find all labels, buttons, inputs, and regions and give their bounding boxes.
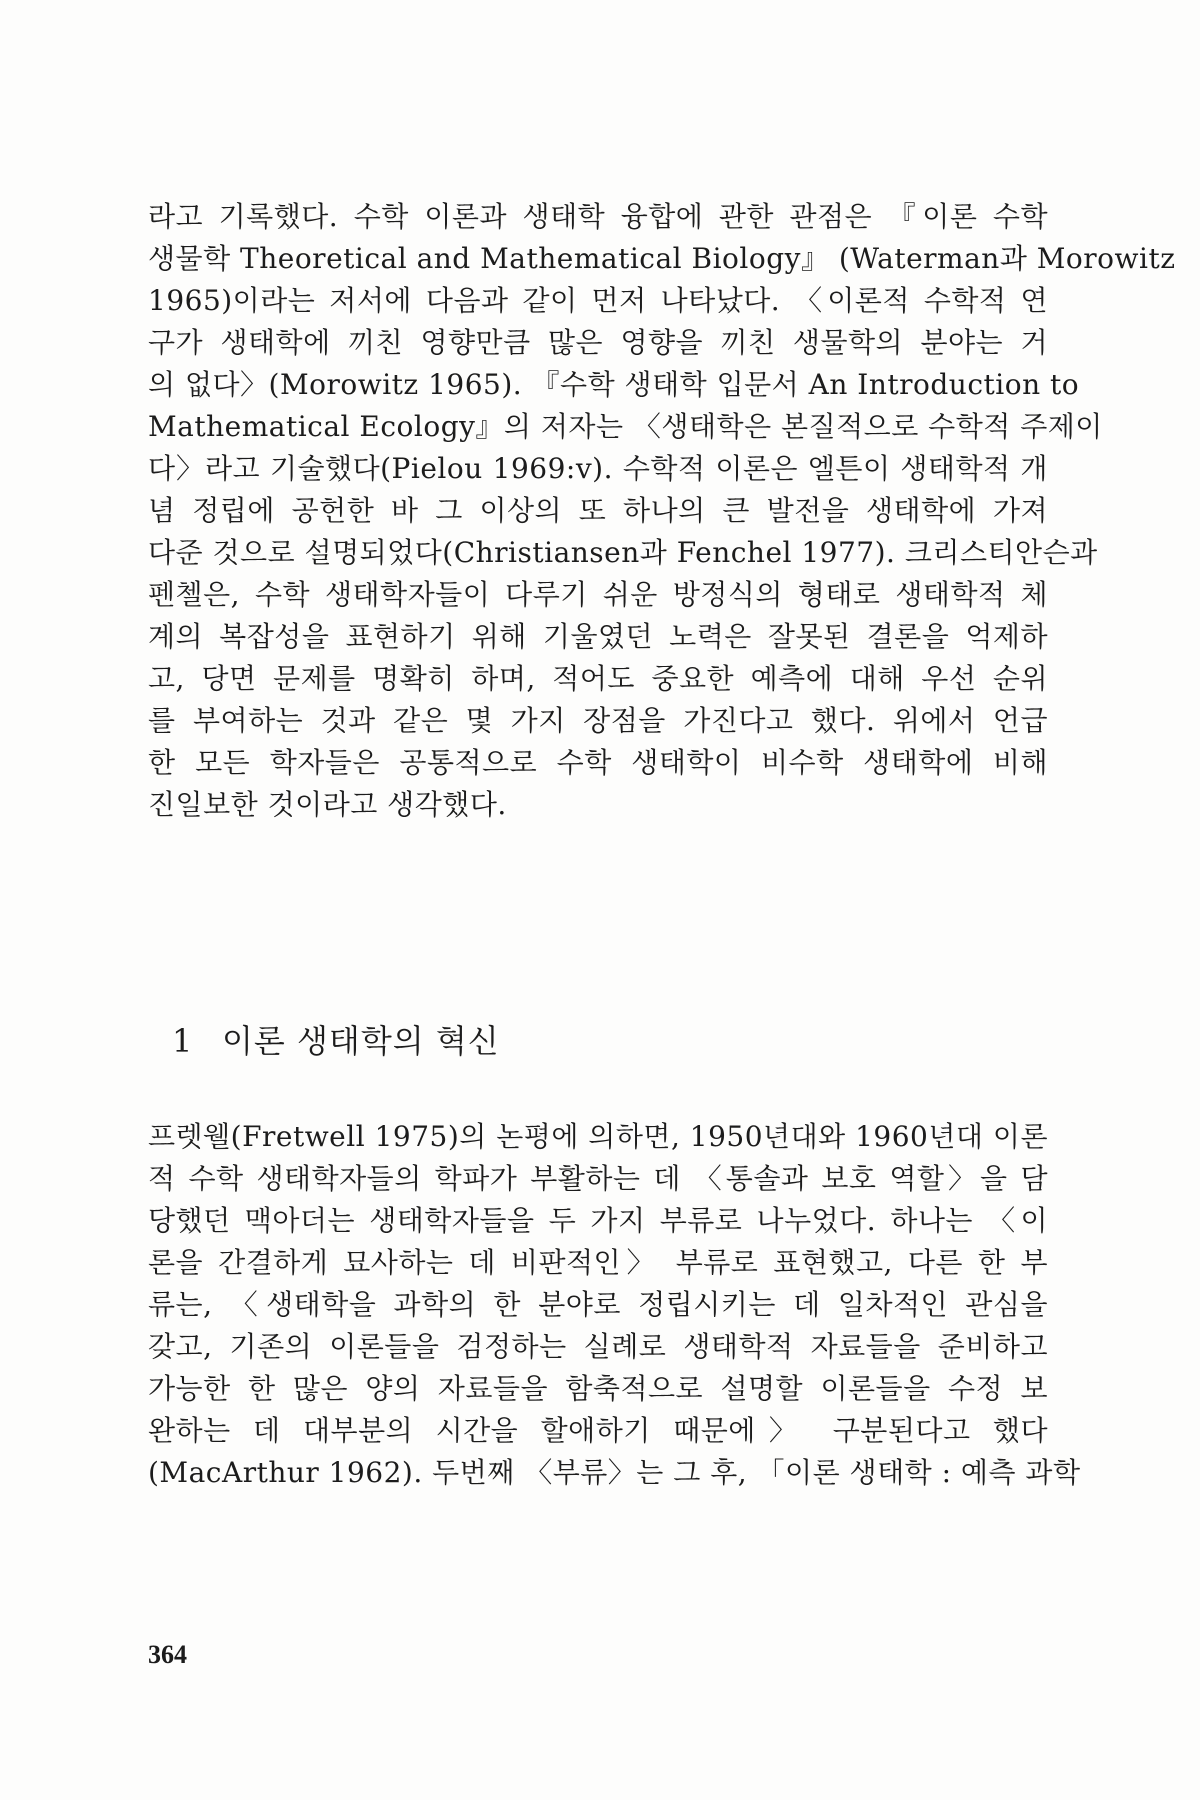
- section-title: 이론 생태학의 혁신: [222, 1022, 500, 1060]
- text-line: 완하는 데 대부분의 시간을 할애하기 때문에〉 구분된다고 했다: [148, 1414, 1048, 1447]
- text-line: 1965)이라는 저서에 다음과 같이 먼저 나타났다. 〈이론적 수학적 연: [148, 284, 1048, 317]
- text-line: 계의 복잡성을 표현하기 위해 기울였던 노력은 잘못된 결론을 억제하: [148, 620, 1048, 653]
- section-number: 1: [172, 1022, 194, 1060]
- text-line: 진일보한 것이라고 생각했다.: [148, 788, 507, 821]
- text-line: 갖고, 기존의 이론들을 검정하는 실례로 생태학적 자료들을 준비하고: [148, 1330, 1048, 1363]
- text-line: Mathematical Ecology』의 저자는 〈생태학은 본질적으로 수학적 주제이: [148, 410, 1103, 443]
- text-line: (MacArthur 1962). 두번째 〈부류〉는 그 후, 「이론 생태학 : 예측 과학: [148, 1456, 1081, 1489]
- text-line: 라고 기록했다. 수학 이론과 생태학 융합에 관한 관점은 『이론 수학: [148, 200, 1048, 233]
- text-line: 펜첼은, 수학 생태학자들이 다루기 쉬운 방정식의 형태로 생태학적 체: [148, 578, 1048, 611]
- page-number: 364: [148, 1640, 187, 1669]
- text-line: 류는, 〈생태학을 과학의 한 분야로 정립시키는 데 일차적인 관심을: [148, 1288, 1048, 1321]
- text-line: 고, 당면 문제를 명확히 하며, 적어도 중요한 예측에 대해 우선 순위: [148, 662, 1048, 695]
- text-line: 의 없다〉(Morowitz 1965). 『수학 생태학 입문서 An Introduction to: [148, 368, 1080, 401]
- text-line: 프렛웰(Fretwell 1975)의 논평에 의하면, 1950년대와 1960년대 이론: [148, 1120, 1048, 1153]
- text-line: 한 모든 학자들은 공통적으로 수학 생태학이 비수학 생태학에 비해: [148, 746, 1048, 779]
- section-heading: [172, 1016, 500, 1062]
- text-line: 념 정립에 공헌한 바 그 이상의 또 하나의 큰 발전을 생태학에 가져: [148, 494, 1048, 527]
- text-line: 구가 생태학에 끼친 영향만큼 많은 영향을 끼친 생물학의 분야는 거: [148, 326, 1048, 359]
- text-line: 다준 것으로 설명되었다(Christiansen과 Fenchel 1977). 크리스티안슨과: [148, 536, 1098, 569]
- text-line: 생물학 Theoretical and Mathematical Biology』 (Waterman과 Morowitz: [148, 242, 1176, 275]
- paragraph-1: [148, 196, 1176, 826]
- text-line: 가능한 한 많은 양의 자료들을 함축적으로 설명할 이론들을 수정 보: [148, 1372, 1048, 1405]
- text-line: 당했던 맥아더는 생태학자들을 두 가지 부류로 나누었다. 하나는 〈이: [148, 1204, 1048, 1237]
- text-line: 를 부여하는 것과 같은 몇 가지 장점을 가진다고 했다. 위에서 언급: [148, 704, 1048, 737]
- text-line: 론을 간결하게 묘사하는 데 비판적인〉 부류로 표현했고, 다른 한 부: [148, 1246, 1048, 1279]
- text-line: 다〉라고 기술했다(Pielou 1969:v). 수학적 이론은 엘튼이 생태학적 개: [148, 452, 1048, 485]
- text-line: 적 수학 생태학자들의 학파가 부활하는 데 〈통솔과 보호 역할〉을 담: [148, 1162, 1048, 1195]
- paragraph-2: [148, 1116, 1081, 1494]
